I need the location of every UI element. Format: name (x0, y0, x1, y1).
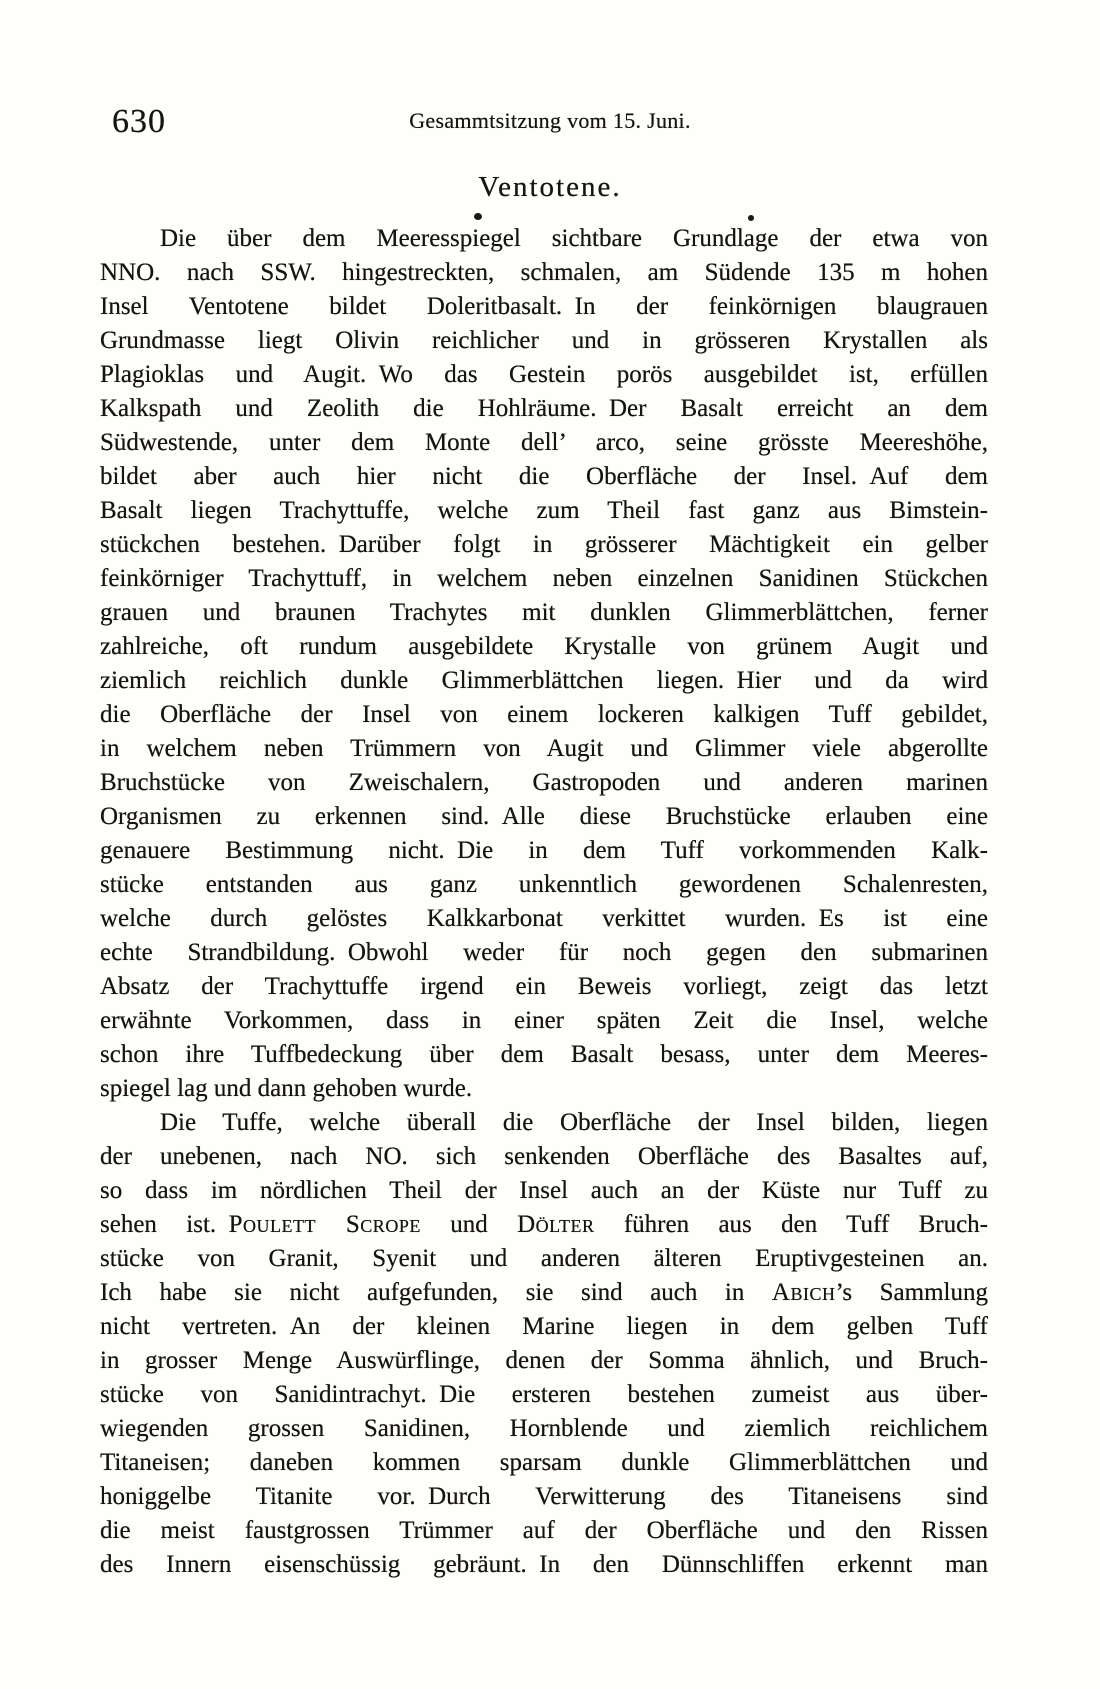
text-segment: NNO. nach SSW. hingestreckten, schmalen, am Südende 135 m hohen (100, 259, 988, 286)
text-segment: stücke entstanden aus ganz unkenntlich gewordenen Schalenresten, (100, 871, 988, 898)
text-segment: Grundmasse liegt Olivin reichlicher und in grösseren Krystallen als (100, 327, 988, 354)
text-segment: grauen und braunen Trachytes mit dunklen Glimmerblättchen, ferner (100, 599, 988, 626)
text-segment: Ich habe sie nicht aufgefunden, sie sind auch in (100, 1279, 772, 1306)
text-line (100, 1106, 988, 1140)
text-segment: der unebenen, nach NO. sich senkenden Oberfläche des Basaltes auf, (100, 1143, 988, 1170)
text-line (100, 1004, 988, 1038)
text-segment: Basalt liegen Trachyttuffe, welche zum Theil fast ganz aus Bimstein- (100, 497, 988, 524)
text-line (100, 1140, 988, 1174)
text-segment: erwähnte Vorkommen, dass in einer späten Zeit die Insel, welche (100, 1007, 988, 1034)
text-line (100, 1072, 988, 1106)
page-title: Ventotene. (478, 171, 622, 203)
text-segment: Plagioklas und Augit. Wo das Gestein porös ausgebildet ist, erfüllen (100, 361, 988, 388)
text-line (100, 562, 988, 596)
text-line (100, 732, 988, 766)
text-line (100, 936, 988, 970)
ink-speck (474, 213, 482, 220)
text-line (100, 698, 988, 732)
text-line (100, 1480, 988, 1514)
text-segment: zahlreiche, oft rundum ausgebildete Krystalle von grünem Augit und (100, 633, 988, 660)
text-segment: stückchen bestehen. Darüber folgt in grösserer Mächtigkeit ein gelber (100, 531, 988, 558)
text-line (100, 1446, 988, 1480)
text-segment: stücke von Granit, Syenit und anderen älteren Eruptivgesteinen an. (100, 1245, 988, 1272)
text-line (100, 494, 988, 528)
text-line (100, 1548, 988, 1582)
text-line (100, 1276, 988, 1310)
text-segment: des Innern eisenschüssig gebräunt. In den Dünnschliffen erkennt man (100, 1551, 988, 1578)
text-line (100, 256, 988, 290)
text-line (100, 834, 988, 868)
text-segment: Absatz der Trachyttuffe irgend ein Beweis vorliegt, zeigt das letzt (100, 973, 988, 1000)
text-segment: Die über dem Meeresspiegel sichtbare Grundlage der etwa von (160, 225, 988, 252)
text-line (100, 290, 988, 324)
text-segment: welche durch gelöstes Kalkkarbonat verkittet wurden. Es ist eine (100, 905, 988, 932)
text-segment: echte Strandbildung. Obwohl weder für noch gegen den submarinen (100, 939, 988, 966)
text-segment: ziemlich reichlich dunkle Glimmerblättchen liegen. Hier und da wird (100, 667, 988, 694)
text-line (100, 766, 988, 800)
text-line (100, 222, 988, 256)
text-segment: bildet aber auch hier nicht die Oberfläche der Insel. Auf dem (100, 463, 988, 490)
text-line (100, 358, 988, 392)
running-header: Gesammtsitzung vom 15. Juni. (409, 108, 691, 133)
paragraph-1 (100, 222, 988, 1106)
text-segment: feinkörniger Trachyttuff, in welchem neben einzelnen Sanidinen Stückchen (100, 565, 988, 592)
text-line (100, 1412, 988, 1446)
text-segment: nicht vertreten. An der kleinen Marine liegen in dem gelben Tuff (100, 1313, 988, 1340)
text-line (100, 528, 988, 562)
ink-speck (748, 215, 754, 221)
text-line (100, 800, 988, 834)
text-line (100, 1514, 988, 1548)
text-line (100, 970, 988, 1004)
text-line (100, 1378, 988, 1412)
page-number: 630 (112, 103, 166, 140)
text-line (100, 902, 988, 936)
text-segment: und (420, 1211, 518, 1238)
text-segment: sehen ist. (100, 1211, 229, 1238)
text-segment: Titaneisen; daneben kommen sparsam dunkle Glimmerblättchen und (100, 1449, 988, 1476)
text-line (100, 324, 988, 358)
text-line (100, 1208, 988, 1242)
text-line (100, 1242, 988, 1276)
text-line (100, 392, 988, 426)
text-segment: genauere Bestimmung nicht. Die in dem Tuff vorkommenden Kalk- (100, 837, 988, 864)
text-line (100, 630, 988, 664)
text-segment: honiggelbe Titanite vor. Durch Verwitterung des Titaneisens sind (100, 1483, 988, 1510)
text-line (100, 1174, 988, 1208)
text-line (100, 868, 988, 902)
text-segment: in grosser Menge Auswürflinge, denen der Somma ähnlich, und Bruch- (100, 1347, 988, 1374)
text-segment: schon ihre Tuffbedeckung über dem Basalt besass, unter dem Meeres- (100, 1041, 988, 1068)
text-line (100, 596, 988, 630)
text-segment: stücke von Sanidintrachyt. Die ersteren bestehen zumeist aus über- (100, 1381, 988, 1408)
text-line (100, 1344, 988, 1378)
small-caps-name: Dölter (517, 1211, 595, 1238)
text-line (100, 1038, 988, 1072)
text-line (100, 1310, 988, 1344)
text-segment: Organismen zu erkennen sind. Alle diese Bruchstücke erlauben eine (100, 803, 988, 830)
text-segment: wiegenden grossen Sanidinen, Hornblende und ziemlich reichlichem (100, 1415, 988, 1442)
text-segment: in welchem neben Trümmern von Augit und Glimmer viele abgerollte (100, 735, 988, 762)
text-line (100, 664, 988, 698)
text-segment: Insel Ventotene bildet Doleritbasalt. In der feinkörnigen blaugrauen (100, 293, 988, 320)
text-segment: ’s Sammlung (835, 1279, 988, 1306)
small-caps-name: Poulett Scrope (228, 1211, 421, 1238)
text-segment: so dass im nördlichen Theil der Insel auch an der Küste nur Tuff zu (100, 1177, 988, 1204)
small-caps-name: Abich (771, 1279, 836, 1306)
text-segment: führen aus den Tuff Bruch- (594, 1211, 989, 1238)
text-segment: Die Tuffe, welche überall die Oberfläche der Insel bilden, liegen (160, 1109, 988, 1136)
text-line (100, 426, 988, 460)
text-segment: Bruchstücke von Zweischalern, Gastropoden und anderen marinen (100, 769, 988, 796)
text-line (100, 460, 988, 494)
text-segment: Kalkspath und Zeolith die Hohlräume. Der Basalt erreicht an dem (100, 395, 988, 422)
body-text (100, 222, 988, 1582)
text-segment: die Oberfläche der Insel von einem lockeren kalkigen Tuff gebildet, (100, 701, 988, 728)
text-segment: spiegel lag und dann gehoben wurde. (100, 1075, 473, 1102)
text-segment: die meist faustgrossen Trümmer auf der Oberfläche und den Rissen (100, 1517, 988, 1544)
paragraph-2 (100, 1106, 988, 1582)
text-segment: Südwestende, unter dem Monte dell’ arco, seine grösste Meereshöhe, (100, 429, 988, 456)
